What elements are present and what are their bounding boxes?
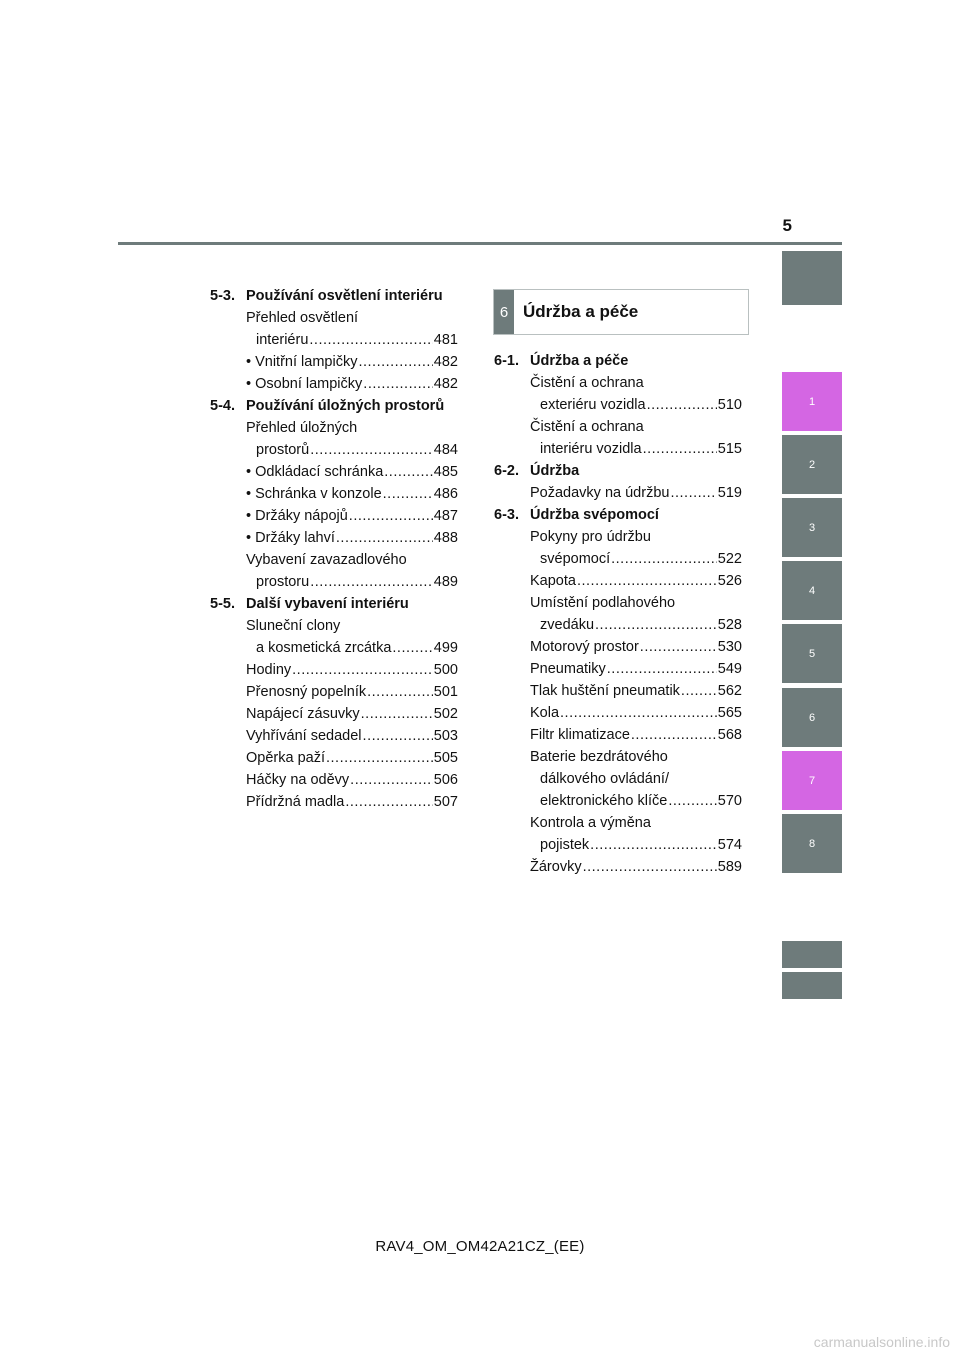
toc-entry-text: Napájecí zásuvky	[246, 706, 360, 722]
toc-entry-text: Kapota	[530, 573, 576, 589]
toc-entry-text: elektronického klíče	[540, 793, 668, 809]
section-heading	[210, 395, 458, 417]
chapter-title: Údržba a péče	[523, 302, 639, 321]
toc-entry[interactable]	[246, 461, 458, 483]
toc-entry-line: Sluneční clony	[246, 618, 341, 634]
leader-dots	[292, 659, 433, 681]
toc-page-number: 500	[433, 662, 458, 678]
toc-entry-line: Čistění a ochrana	[530, 419, 644, 435]
toc-entry[interactable]	[530, 482, 742, 504]
section-heading	[210, 285, 458, 307]
toc-entry-text: Tlak huštění pneumatik	[530, 683, 680, 699]
section-title: Používání osvětlení interiéru	[246, 288, 443, 304]
toc-entry[interactable]	[530, 526, 742, 570]
toc-entry[interactable]	[246, 527, 458, 549]
toc-entry-row	[246, 769, 458, 791]
toc-entry-line: Přehled osvětlení	[246, 310, 359, 326]
leader-dots	[607, 658, 717, 680]
toc-entry-row	[246, 373, 458, 395]
toc-entry-row	[246, 747, 458, 769]
toc-entry-text: prostoru	[256, 574, 310, 590]
toc-entry-line: Baterie bezdrátového	[530, 749, 668, 765]
toc-entry-text: Filtr klimatizace	[530, 727, 630, 743]
toc-entry-row	[246, 483, 458, 505]
toc-entry[interactable]	[246, 505, 458, 527]
toc-entry[interactable]	[530, 746, 742, 812]
leader-dots	[350, 769, 433, 791]
toc-entry-text: pojistek	[540, 837, 590, 853]
leader-dots	[310, 571, 433, 593]
toc-entry[interactable]	[246, 351, 458, 373]
toc-entry-text: Přenosný popelník	[246, 684, 367, 700]
toc-entry-row	[246, 791, 458, 813]
toc-page-number: 507	[433, 794, 458, 810]
toc-page-number: 486	[433, 486, 458, 502]
toc-entry-text: Hodiny	[246, 662, 292, 678]
leader-dots	[345, 791, 432, 813]
toc-page-number: 589	[717, 859, 742, 875]
chapter-tab-2[interactable]: 2	[782, 435, 842, 494]
toc-entry[interactable]	[246, 549, 458, 593]
toc-page-number: 481	[433, 332, 458, 348]
chapter-tab-1[interactable]: 1	[782, 372, 842, 431]
leader-dots	[358, 351, 432, 373]
leader-dots	[681, 680, 717, 702]
toc-entry-line: Čistění a ochrana	[530, 375, 644, 391]
toc-entry-text: • Vnitřní lampičky	[246, 354, 358, 370]
toc-entry-text: interiéru vozidla	[540, 441, 642, 457]
toc-page-number: 562	[717, 683, 742, 699]
section-title: Další vybavení interiéru	[246, 596, 409, 612]
leader-dots	[577, 570, 717, 592]
leader-dots	[611, 548, 717, 570]
toc-entry-row	[246, 351, 458, 373]
toc-page-number: 501	[433, 684, 458, 700]
section-title: Používání úložných prostorů	[246, 398, 445, 414]
leader-dots	[640, 636, 717, 658]
leader-dots	[643, 438, 717, 460]
leader-dots	[384, 461, 433, 483]
toc-page-number: 522	[717, 551, 742, 567]
toc-entry-row	[246, 439, 458, 461]
toc-page-number: 530	[717, 639, 742, 655]
toc-entry[interactable]	[530, 636, 742, 658]
toc-page-number: 570	[717, 793, 742, 809]
toc-entry-text: Motorový prostor	[530, 639, 639, 655]
chapter-number: 6	[494, 290, 514, 334]
chapter-tab-7[interactable]: 7	[782, 751, 842, 810]
footer-code: RAV4_OM_OM42A21CZ_(EE)	[375, 1238, 585, 1255]
chapter-tab-8[interactable]: 8	[782, 814, 842, 873]
toc-entry[interactable]	[246, 791, 458, 813]
toc-page-number: 565	[717, 705, 742, 721]
toc-entry[interactable]	[246, 703, 458, 725]
leader-dots	[363, 373, 433, 395]
leader-dots	[631, 724, 717, 746]
leader-dots	[668, 790, 716, 812]
toc-entry-row	[530, 702, 742, 724]
toc-entry[interactable]	[530, 372, 742, 416]
toc-entry-row	[246, 681, 458, 703]
toc-entry-row	[530, 614, 742, 636]
toc-entry-row	[530, 570, 742, 592]
section-number: 6-3.	[494, 507, 519, 523]
toc-entry-line: Kontrola a výměna	[530, 815, 651, 831]
section-title: Údržba a péče	[530, 353, 629, 369]
toc-entry-text: • Osobní lampičky	[246, 376, 363, 392]
toc-page-number: 489	[433, 574, 458, 590]
toc-entry-text: prostorů	[256, 442, 310, 458]
toc-entry[interactable]	[530, 592, 742, 636]
toc-entry[interactable]	[530, 812, 742, 856]
toc-entry-text: a kosmetická zrcátka	[256, 640, 392, 656]
section-title: Údržba	[530, 463, 580, 479]
toc-page-number: 503	[433, 728, 458, 744]
toc-page-number: 519	[717, 485, 742, 501]
leader-dots	[383, 483, 433, 505]
leader-dots	[560, 702, 717, 724]
toc-entry[interactable]	[530, 416, 742, 460]
leader-dots	[647, 394, 717, 416]
section-number: 5-3.	[210, 288, 235, 304]
toc-page-number: 488	[433, 530, 458, 546]
leader-dots	[336, 527, 433, 549]
toc-entry-text: Vyhřívání sedadel	[246, 728, 362, 744]
section-heading	[494, 350, 742, 372]
toc-entry[interactable]	[530, 724, 742, 746]
toc-entry-row	[530, 834, 742, 856]
toc-entry-row	[246, 329, 458, 351]
toc-entry-text: • Schránka v konzole	[246, 486, 382, 502]
leader-dots	[595, 614, 717, 636]
leader-dots	[310, 439, 433, 461]
section-heading	[210, 593, 458, 615]
toc-entry-text: interiéru	[256, 332, 309, 348]
toc-entry-row	[530, 856, 742, 878]
toc-entry[interactable]	[246, 417, 458, 461]
toc-entry-row	[246, 571, 458, 593]
toc-entry-row	[530, 658, 742, 680]
leader-dots	[670, 482, 716, 504]
toc-page-number: 485	[433, 464, 458, 480]
chapter-tab-4[interactable]: 4	[782, 561, 842, 620]
leader-dots	[363, 725, 433, 747]
toc-entry-text: zvedáku	[540, 617, 595, 633]
page-number: 5	[782, 216, 792, 235]
leader-dots	[367, 681, 433, 703]
chapter-tab-5[interactable]: 5	[782, 624, 842, 683]
toc-page-number: 515	[717, 441, 742, 457]
toc-entry-line: Přehled úložných	[246, 420, 358, 436]
toc-left-column	[210, 285, 458, 813]
toc-page-number: 499	[433, 640, 458, 656]
toc-entry-line: Umístění podlahového	[530, 595, 676, 611]
chapter-tab-3[interactable]: 3	[782, 498, 842, 557]
toc-entry-text: exteriéru vozidla	[540, 397, 646, 413]
toc-entry[interactable]	[246, 725, 458, 747]
toc-page-number: 506	[433, 772, 458, 788]
toc-entry-text: Požadavky na údržbu	[530, 485, 670, 501]
index-tab[interactable]	[782, 251, 842, 305]
index-tab[interactable]	[782, 941, 842, 968]
toc-entry-row	[246, 505, 458, 527]
leader-dots	[590, 834, 717, 856]
toc-entry-text: Kola	[530, 705, 560, 721]
toc-page-number: 482	[433, 354, 458, 370]
toc-page-number: 502	[433, 706, 458, 722]
toc-entry[interactable]	[530, 658, 742, 680]
toc-entry-text: svépomocí	[540, 551, 611, 567]
toc-entry[interactable]	[246, 483, 458, 505]
index-tab[interactable]	[782, 972, 842, 999]
toc-entry-text: • Držáky nápojů	[246, 508, 348, 524]
section-number: 6-2.	[494, 463, 519, 479]
toc-entry-row	[246, 461, 458, 483]
toc-page-number: 510	[717, 397, 742, 413]
leader-dots	[326, 747, 433, 769]
toc-page-number: 549	[717, 661, 742, 677]
leader-dots	[349, 505, 433, 527]
toc-entry[interactable]	[246, 307, 458, 351]
toc-entry-row	[246, 703, 458, 725]
toc-entry-row	[246, 637, 458, 659]
toc-entry-line: Pokyny pro údržbu	[530, 529, 651, 545]
toc-entry-row	[530, 548, 742, 570]
toc-entry-text: Opěrka paží	[246, 750, 325, 766]
toc-page-number: 574	[717, 837, 742, 853]
toc-entry-row	[530, 636, 742, 658]
toc-entry-line: Vybavení zavazadlového	[246, 552, 407, 568]
section-title: Údržba svépomocí	[530, 507, 659, 523]
toc-entry[interactable]	[246, 659, 458, 681]
toc-entry-row	[530, 790, 742, 812]
toc-entry-text: Háčky na oděvy	[246, 772, 350, 788]
toc-page-number: 487	[433, 508, 458, 524]
leader-dots	[361, 703, 433, 725]
toc-entry[interactable]	[246, 681, 458, 703]
watermark: carmanualsonline.info	[813, 1334, 950, 1350]
toc-entry[interactable]	[530, 856, 742, 878]
toc-entry[interactable]	[246, 747, 458, 769]
toc-entry-row	[246, 527, 458, 549]
toc-page-number: 482	[433, 376, 458, 392]
section-number: 6-1.	[494, 353, 519, 369]
toc-entry-row	[530, 680, 742, 702]
toc-right-column	[494, 350, 742, 878]
toc-page-number: 528	[717, 617, 742, 633]
section-heading	[494, 504, 742, 526]
toc-entry[interactable]	[530, 680, 742, 702]
toc-entry-text: • Odkládací schránka	[246, 464, 384, 480]
toc-entry-row	[530, 482, 742, 504]
header-rule	[118, 242, 842, 245]
toc-entry-line: dálkového ovládání/	[540, 771, 669, 787]
toc-entry-text: Přídržná madla	[246, 794, 345, 810]
chapter-heading	[493, 289, 749, 335]
toc-page-number: 505	[433, 750, 458, 766]
toc-page-number: 484	[433, 442, 458, 458]
leader-dots	[309, 329, 432, 351]
toc-entry-text: Pneumatiky	[530, 661, 606, 677]
toc-entry-row	[530, 438, 742, 460]
toc-entry[interactable]	[246, 769, 458, 791]
leader-dots	[392, 637, 432, 659]
section-heading	[494, 460, 742, 482]
toc-entry[interactable]	[246, 373, 458, 395]
section-number: 5-4.	[210, 398, 235, 414]
toc-entry[interactable]	[530, 702, 742, 724]
leader-dots	[583, 856, 717, 878]
toc-entry[interactable]	[530, 570, 742, 592]
section-number: 5-5.	[210, 596, 235, 612]
toc-entry-row	[246, 725, 458, 747]
chapter-tab-6[interactable]: 6	[782, 688, 842, 747]
toc-entry-row	[530, 724, 742, 746]
toc-entry-row	[246, 659, 458, 681]
toc-page-number: 568	[717, 727, 742, 743]
toc-page-number: 526	[717, 573, 742, 589]
toc-entry-row	[530, 394, 742, 416]
toc-entry[interactable]	[246, 615, 458, 659]
toc-entry-text: Žárovky	[530, 859, 582, 875]
toc-entry-text: • Držáky lahví	[246, 530, 335, 546]
